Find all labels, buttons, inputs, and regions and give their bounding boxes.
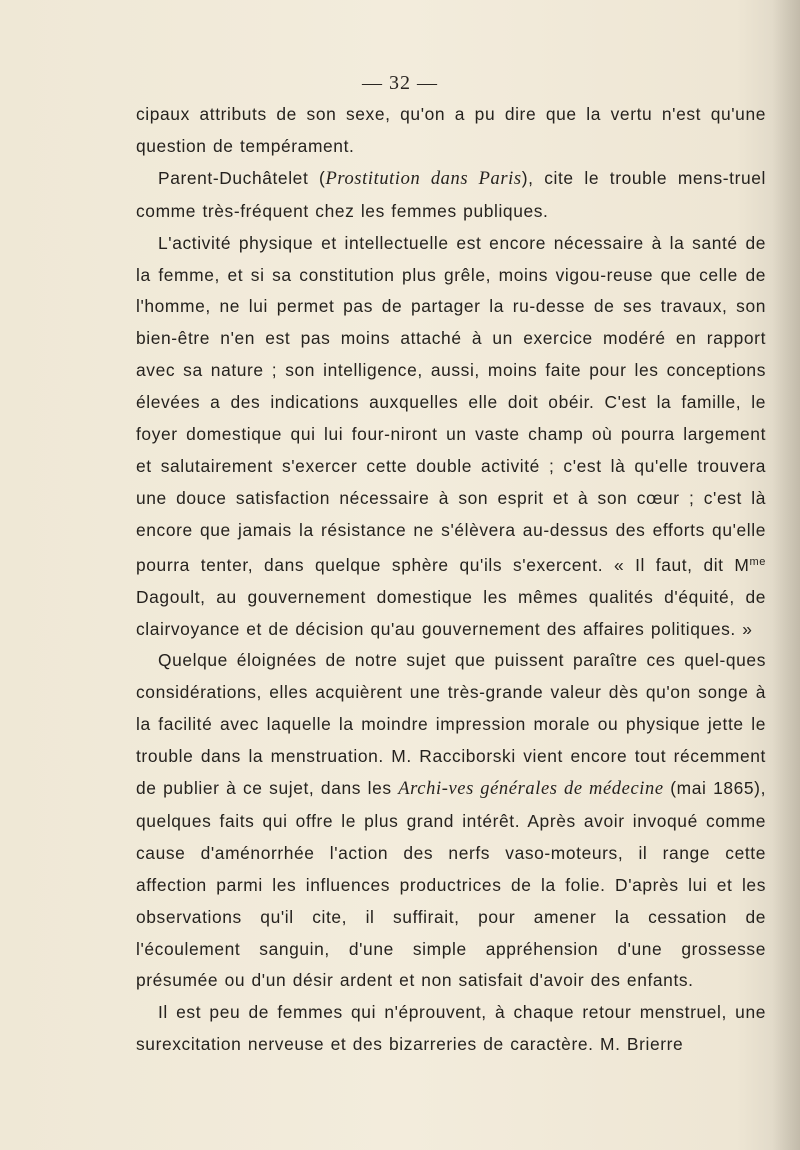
body-text [136, 99, 766, 1061]
text-run: Parent-Duchâtelet ( [158, 167, 326, 188]
text-run: L'activité physique et intellectuelle est encore nécessaire à la santé de la femme, et si sa constitution plus grêle, moins vigou-reuse que celle de l'homme, ne lui permet pas de partager la ru-desse de ses travaux, son bien-être n'en est pas moins attaché à un exercice modéré en rapport avec sa nature ; son intelligence, aussi, moins faite pour les conceptions élevées a des indications auxquelles elle doit obéir. C'est la famille, le foyer domestique qui lui four-niront un vaste champ où pourra largement et salutairement s'exercer cette double activité ; c'est là qu'elle trouvera une douce satisfaction nécessaire à son esprit et à son cœur ; c'est là encore que jamais la résistance ne s'élèvera au-dessus des efforts qu'elle pourra tenter, dans quelque sphère qu'ils s'exercent. « Il faut, dit M [136, 232, 766, 575]
page-edge-shadow [772, 0, 800, 1150]
page-number: — 32 — [362, 72, 438, 94]
italic-title: Archi-ves générales de médecine [398, 779, 664, 800]
superscript: me [749, 555, 766, 568]
italic-title: Prostitution dans Paris [325, 168, 522, 189]
text-run: (mai 1865), quelques faits qui offre le plus grand intérêt. Après avoir invoqué comme cause d'aménorrhée l'action des nerfs vaso-moteurs, il range cette affection parmi les influences productrices de la folie. D'après lui et les observations qu'il cite, il suffirait, pour amener la cessation de l'écoulement sanguin, d'une simple appréhension d'une grossesse présumée ou d'un désir ardent et non satisfait d'avoir des enfants. [136, 778, 767, 991]
paragraph [136, 997, 766, 1061]
text-run: cipaux attributs de son sexe, qu'on a pu dire que la vertu n'est qu'une question de tempérament. [136, 104, 766, 156]
paragraph [136, 163, 766, 228]
text-run: Dagoult, au gouvernement domestique les mêmes qualités d'équité, de clairvoyance et de décision qu'au gouvernement des affaires politiques. » [136, 586, 766, 639]
text-run: Quelque éloignées de notre sujet que puissent paraître ces quel-ques considérations, elles acquièrent une très-grande valeur dès qu'on songe à la facilité avec laquelle la moindre impression morale ou physique jette le trouble dans la menstruation. M. Racciborski vient encore tout récemment de publier à ce sujet, dans les [136, 650, 766, 799]
paragraph [136, 228, 766, 646]
text-run: Il est peu de femmes qui n'éprouvent, à chaque retour menstruel, une surexcitation nerveuse et des bizarreries de caractère. M. Brierre [136, 1002, 766, 1055]
text-run: ), cite le trouble mens-truel comme très-fréquent chez les femmes publiques. [136, 167, 766, 221]
paragraph [136, 99, 766, 163]
paragraph [136, 645, 766, 997]
